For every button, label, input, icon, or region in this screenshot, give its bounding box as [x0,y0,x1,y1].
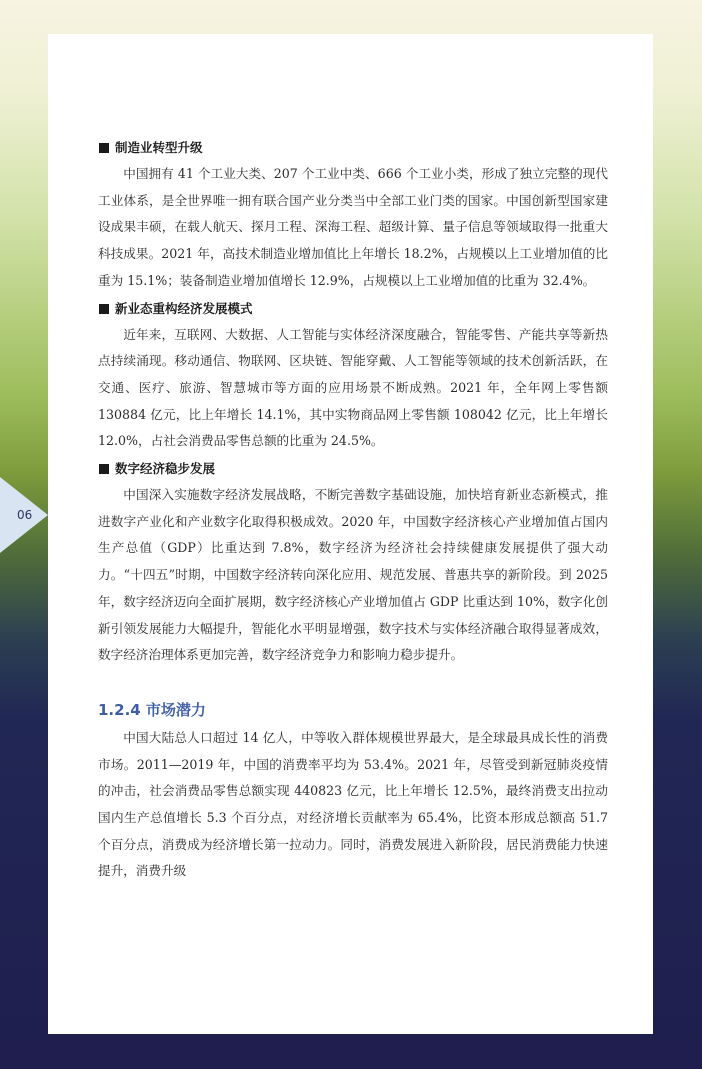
paragraph-digital-economy: 中国深入实施数字经济发展战略，不断完善数字基础设施，加快培育新业态新模式，推进数字产业化和产业数字化取得积极成效。2020 年，中国数字经济核心产业增加值占国内生产总值（GDP）比重达到 7.8%，数字经济为经济社会持续健康发展提供了强大动力。“十四五”时期，中国数字经济转向深化应用、规范发展、普惠共享的新阶段。到 2025 年，数字经济迈向全面扩展期，数字经济核心产业增加值占 GDP 比重达到 10%，数字化创新引领发展能力大幅提升，智能化水平明显增强，数字技术与实体经济融合取得显著成效，数字经济治理体系更加完善，数字经济竞争力和影响力稳步提升。 [98,487,608,663]
subheading-new-business [98,295,608,322]
paragraph-market-potential: 中国大陆总人口超过 14 亿人，中等收入群体规模世界最大，是全球最具成长性的消费市场。2011—2019 年，中国的消费率平均为 53.4%。2021 年，尽管受到新冠肺炎疫情的冲击，社会消费品零售总额实现 440823 亿元，比上年增长 12.5%，最终消费支出拉动国内生产总值增长 5.3 个百分点，对经济增长贡献率为 65.4%，比资本形成总额高 51.7 个百分点，消费成为经济增长第一拉动力。同时，消费发展进入新阶段，居民消费能力快速提升，消费升级 [98,729,608,879]
subheading-manufacturing [98,134,608,161]
page-content [98,134,608,885]
page-number: 06 [17,508,33,522]
square-bullet-icon [99,143,109,153]
paragraph-new-business: 近年来，互联网、大数据、人工智能与实体经济深度融合，智能零售、产能共享等新热点持续涌现。移动通信、物联网、区块链、智能穿戴、人工智能等领域的技术创新活跃，在交通、医疗、旅游、智慧城市等方面的应用场景不断成熟。2021 年，全年网上零售额 130884 亿元，比上年增长 14.1%，其中实物商品网上零售额 108042 亿元，比上年增长 12.0%，占社会消费品零售总额的比重为 24.5%。 [98,326,608,449]
square-bullet-icon [99,464,109,474]
subheading-text: 制造业转型升级 [115,140,203,155]
square-bullet-icon [99,304,109,314]
document-page [48,34,653,1034]
paragraph-manufacturing: 中国拥有 41 个工业大类、207 个工业中类、666 个工业小类，形成了独立完整的现代工业体系，是全世界唯一拥有联合国产业分类当中全部工业门类的国家。中国创新型国家建设成果丰硕，在载人航天、探月工程、深海工程、超级计算、量子信息等领域取得一批重大科技成果。2021 年，高技术制造业增加值比上年增长 18.2%，占规模以上工业增加值的比重为 15.1%；装备制造业增加值增长 12.9%，占规模以上工业增加值的比重为 32.4%。 [98,166,608,288]
subheading-text: 数字经济稳步发展 [115,461,216,477]
subheading-digital-economy [98,455,608,482]
subheading-text: 新业态重构经济发展模式 [115,300,253,316]
section-title-market-potential: 1.2.4 市场潜力 [98,700,206,719]
